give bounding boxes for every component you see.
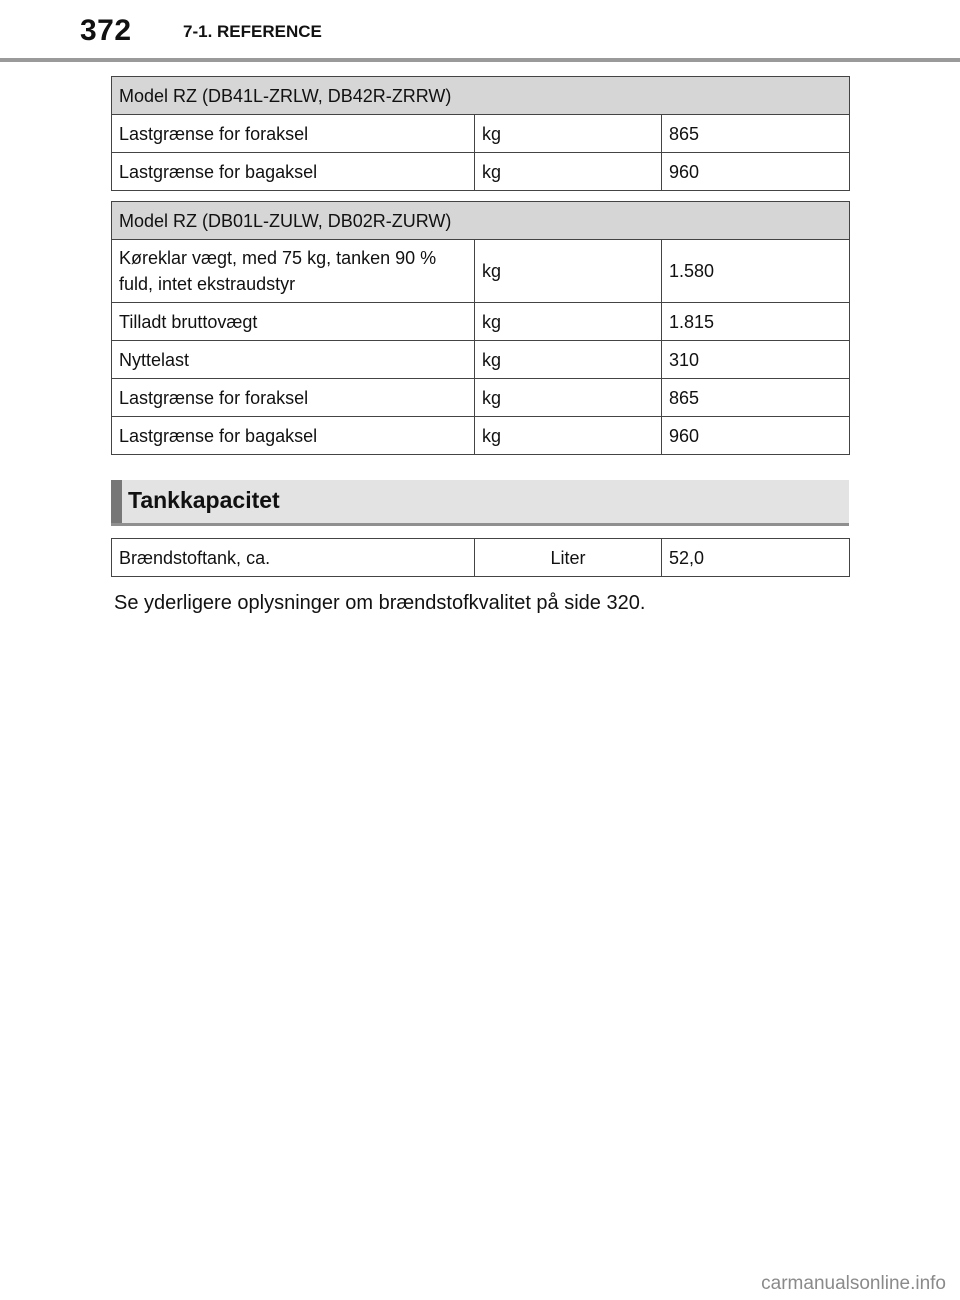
fuel-quality-note: Se yderligere oplysninger om brændstofkvalitet på side 320. (114, 592, 646, 614)
spec-table-rz-zulw (111, 201, 850, 455)
row-unit: kg (475, 341, 662, 379)
row-label (112, 240, 475, 303)
row-label: Lastgrænse for foraksel (112, 379, 475, 417)
row-label: Lastgrænse for bagaksel (112, 153, 475, 191)
table-row (112, 303, 850, 341)
row-unit: kg (475, 115, 662, 153)
row-value: 865 (662, 379, 850, 417)
row-unit: kg (475, 417, 662, 455)
table-model-row (112, 202, 850, 240)
header-divider (0, 58, 960, 62)
row-unit: kg (475, 153, 662, 191)
table-row (112, 539, 850, 577)
row-unit: kg (475, 303, 662, 341)
row-value: 960 (662, 153, 850, 191)
table-row (112, 240, 850, 303)
row-value: 865 (662, 115, 850, 153)
page-number: 372 (80, 14, 132, 47)
table-model-row (112, 77, 850, 115)
row-label: Lastgrænse for foraksel (112, 115, 475, 153)
table-row (112, 115, 850, 153)
row-unit: kg (475, 240, 662, 303)
row-label-line1: Køreklar vægt, med 75 kg, tanken 90 % (119, 248, 437, 268)
watermark: carmanualsonline.info (761, 1273, 946, 1294)
table-row (112, 417, 850, 455)
row-unit: Liter (475, 539, 662, 577)
section-heading-bar (111, 480, 849, 526)
row-value: 1.580 (662, 240, 850, 303)
row-label: Tilladt bruttovægt (112, 303, 475, 341)
row-value: 1.815 (662, 303, 850, 341)
model-heading: Model RZ (DB01L-ZULW, DB02R-ZURW) (112, 202, 850, 240)
model-heading: Model RZ (DB41L-ZRLW, DB42R-ZRRW) (112, 77, 850, 115)
row-label: Brændstoftank, ca. (112, 539, 475, 577)
table-row (112, 379, 850, 417)
row-value: 310 (662, 341, 850, 379)
row-value: 960 (662, 417, 850, 455)
table-row (112, 341, 850, 379)
section-title: Tankkapacitet (128, 487, 280, 513)
page-header (0, 0, 960, 62)
row-value: 52,0 (662, 539, 850, 577)
section-accent (111, 480, 122, 523)
table-row (112, 153, 850, 191)
row-label-line2: fuld, intet ekstraudstyr (119, 274, 296, 294)
tank-capacity-table (111, 538, 850, 577)
row-unit: kg (475, 379, 662, 417)
spec-table-rz-zrlw (111, 76, 850, 191)
section-reference: 7-1. REFERENCE (183, 22, 322, 41)
row-label: Lastgrænse for bagaksel (112, 417, 475, 455)
row-label: Nyttelast (112, 341, 475, 379)
